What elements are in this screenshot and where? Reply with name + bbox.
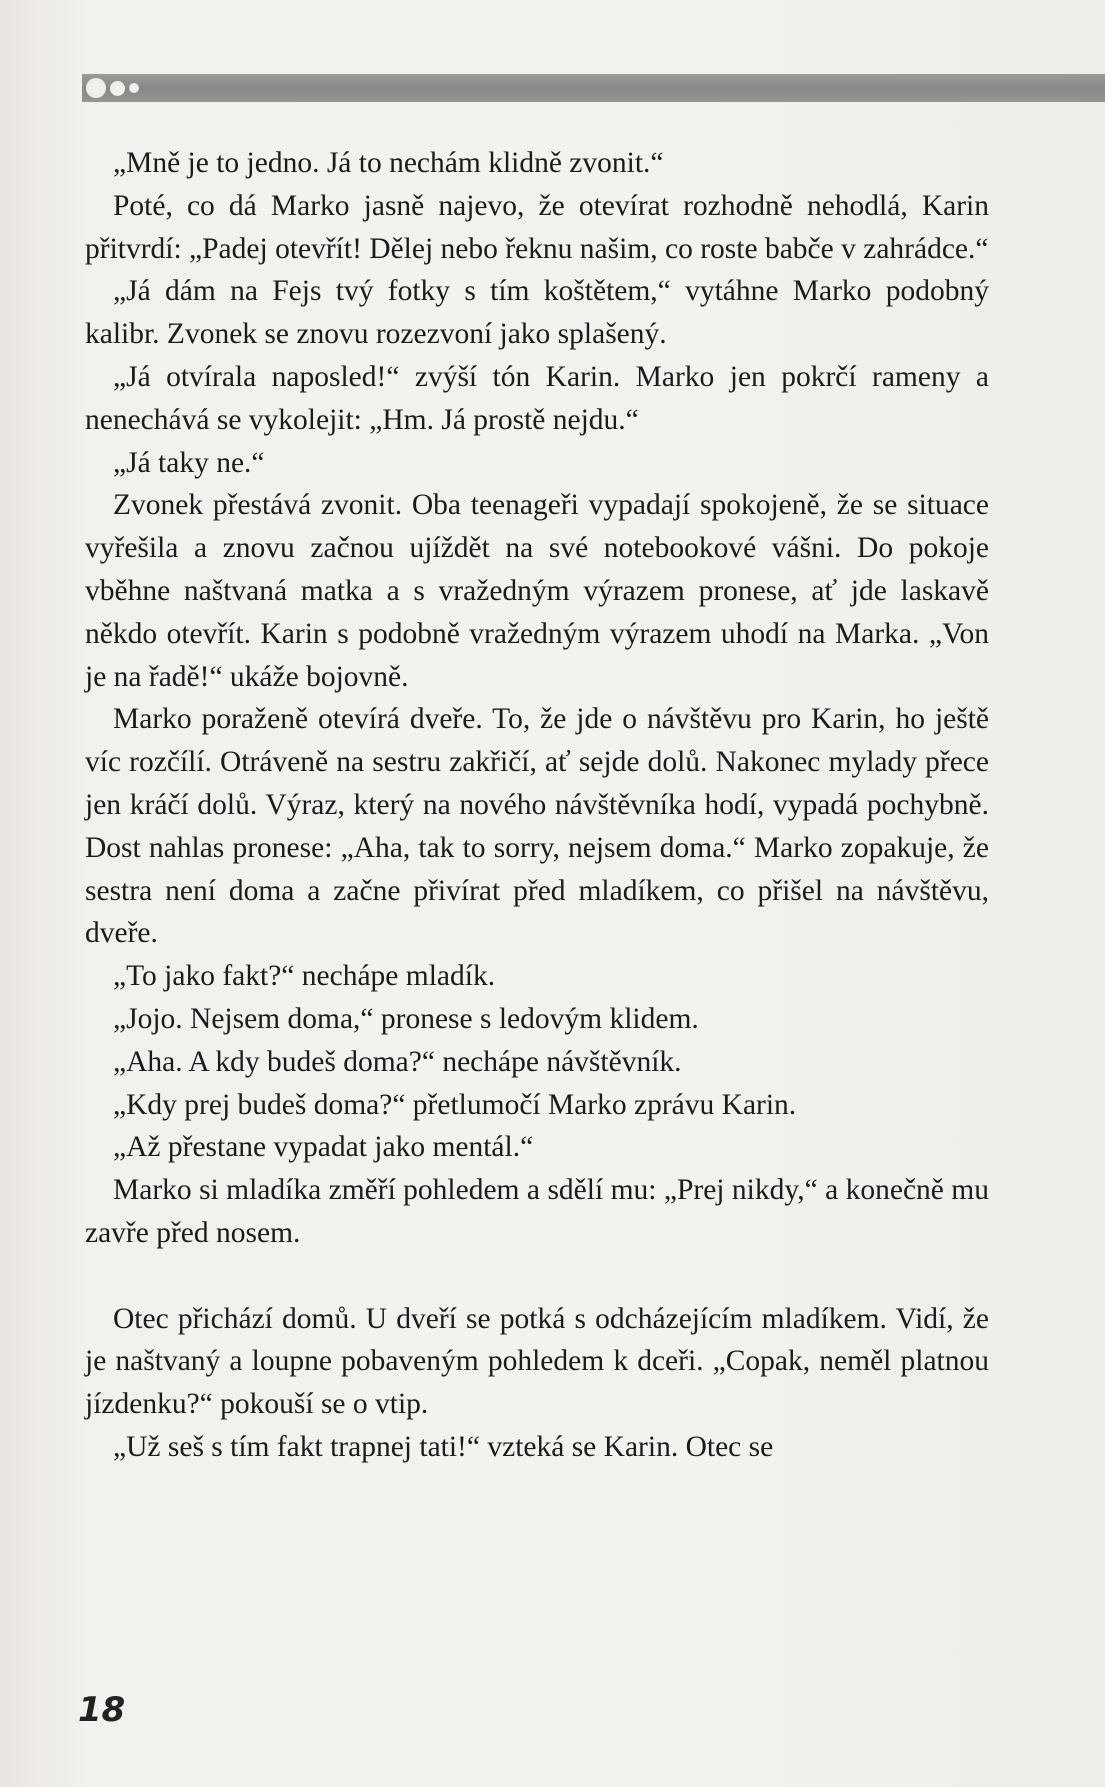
dot-medium-icon [110, 81, 125, 96]
paragraph: „Už seš s tím fakt trapnej tati!“ vzteká se Karin. Otec se [113, 1430, 774, 1463]
paragraph: „Já taky ne.“ [113, 446, 265, 479]
paragraph: Marko poraženě otevírá dveře. To, že jde o návštěvu pro Karin, ho ještě víc rozčílí. Otráveně na sestru zakřičí, ať sejde dolů. Nakonec mylady přece jen kráčí dolů. Výraz, který na nového návštěvníka hodí, vypadá pochybně. Dost nahlas pronese: „Aha, tak to sorry, nejsem doma.“ Marko zopakuje, že sestra není doma a začne přivírat před mladíkem, co přišel na návštěvu, dveře. [85, 703, 989, 950]
paragraph: Otec přichází domů. U dveří se potká s odcházejícím mladíkem. Vidí, že je naštvaný a loupne pobaveným pohledem k dceři. „Copak, neměl platnou jízdenku?“ pokouší se o vtip. [85, 1302, 989, 1421]
paragraph: „Mně je to jedno. Já to nechám klidně zvonit.“ [113, 147, 664, 179]
paragraph: „Jojo. Nejsem doma,“ pronese s ledovým klidem. [113, 1002, 699, 1035]
header-bar [82, 74, 1105, 102]
dot-large-icon [86, 78, 106, 98]
paragraph: Poté, co dá Marko jasně najevo, že otevírat rozhodně nehodlá, Karin přitvrdí: „Padej otevřít! Dělej nebo řeknu našim, co roste babče v zahrádce.“ [85, 189, 989, 265]
page-number: 18 [78, 1690, 126, 1730]
paragraph: Marko si mladíka změří pohledem a sdělí mu: „Prej nikdy,“ a konečně mu zavře před nosem. [85, 1174, 989, 1249]
paragraph: „Až přestane vypadat jako mentál.“ [113, 1131, 534, 1164]
paragraph: Zvonek přestává zvonit. Oba teenageři vypadají spokojeně, že se situace vyřešila a znovu začnou ujíždět na své notebookové vášni. Do pokoje vběhne naštvaná matka a s vražedným výrazem pronese, ať jde laskavě někdo otevřít. Karin s podobně vražedným výrazem uhodí na Marka. „Von je na řadě!“ ukáže bojovně. [85, 489, 989, 693]
paragraph: „Kdy prej budeš doma?“ přetlumočí Marko zprávu Karin. [113, 1088, 797, 1121]
dot-small-icon [129, 83, 139, 93]
body-text [85, 142, 989, 1469]
paragraph: „Já otvírala naposled!“ zvýší tón Karin. Marko jen pokrčí rameny a nenechává se vykolejit: „Hm. Já prostě nejdu.“ [85, 360, 989, 436]
paragraph: „Já dám na Fejs tvý fotky s tím koštětem,“ vytáhne Marko podobný kalibr. Zvonek se znovu rozezvoní jako splašený. [85, 275, 989, 351]
header-dots-icon [86, 77, 139, 99]
paragraph: „To jako fakt?“ nechápe mladík. [113, 960, 496, 993]
paragraph: „Aha. A kdy budeš doma?“ nechápe návštěvník. [113, 1045, 682, 1078]
